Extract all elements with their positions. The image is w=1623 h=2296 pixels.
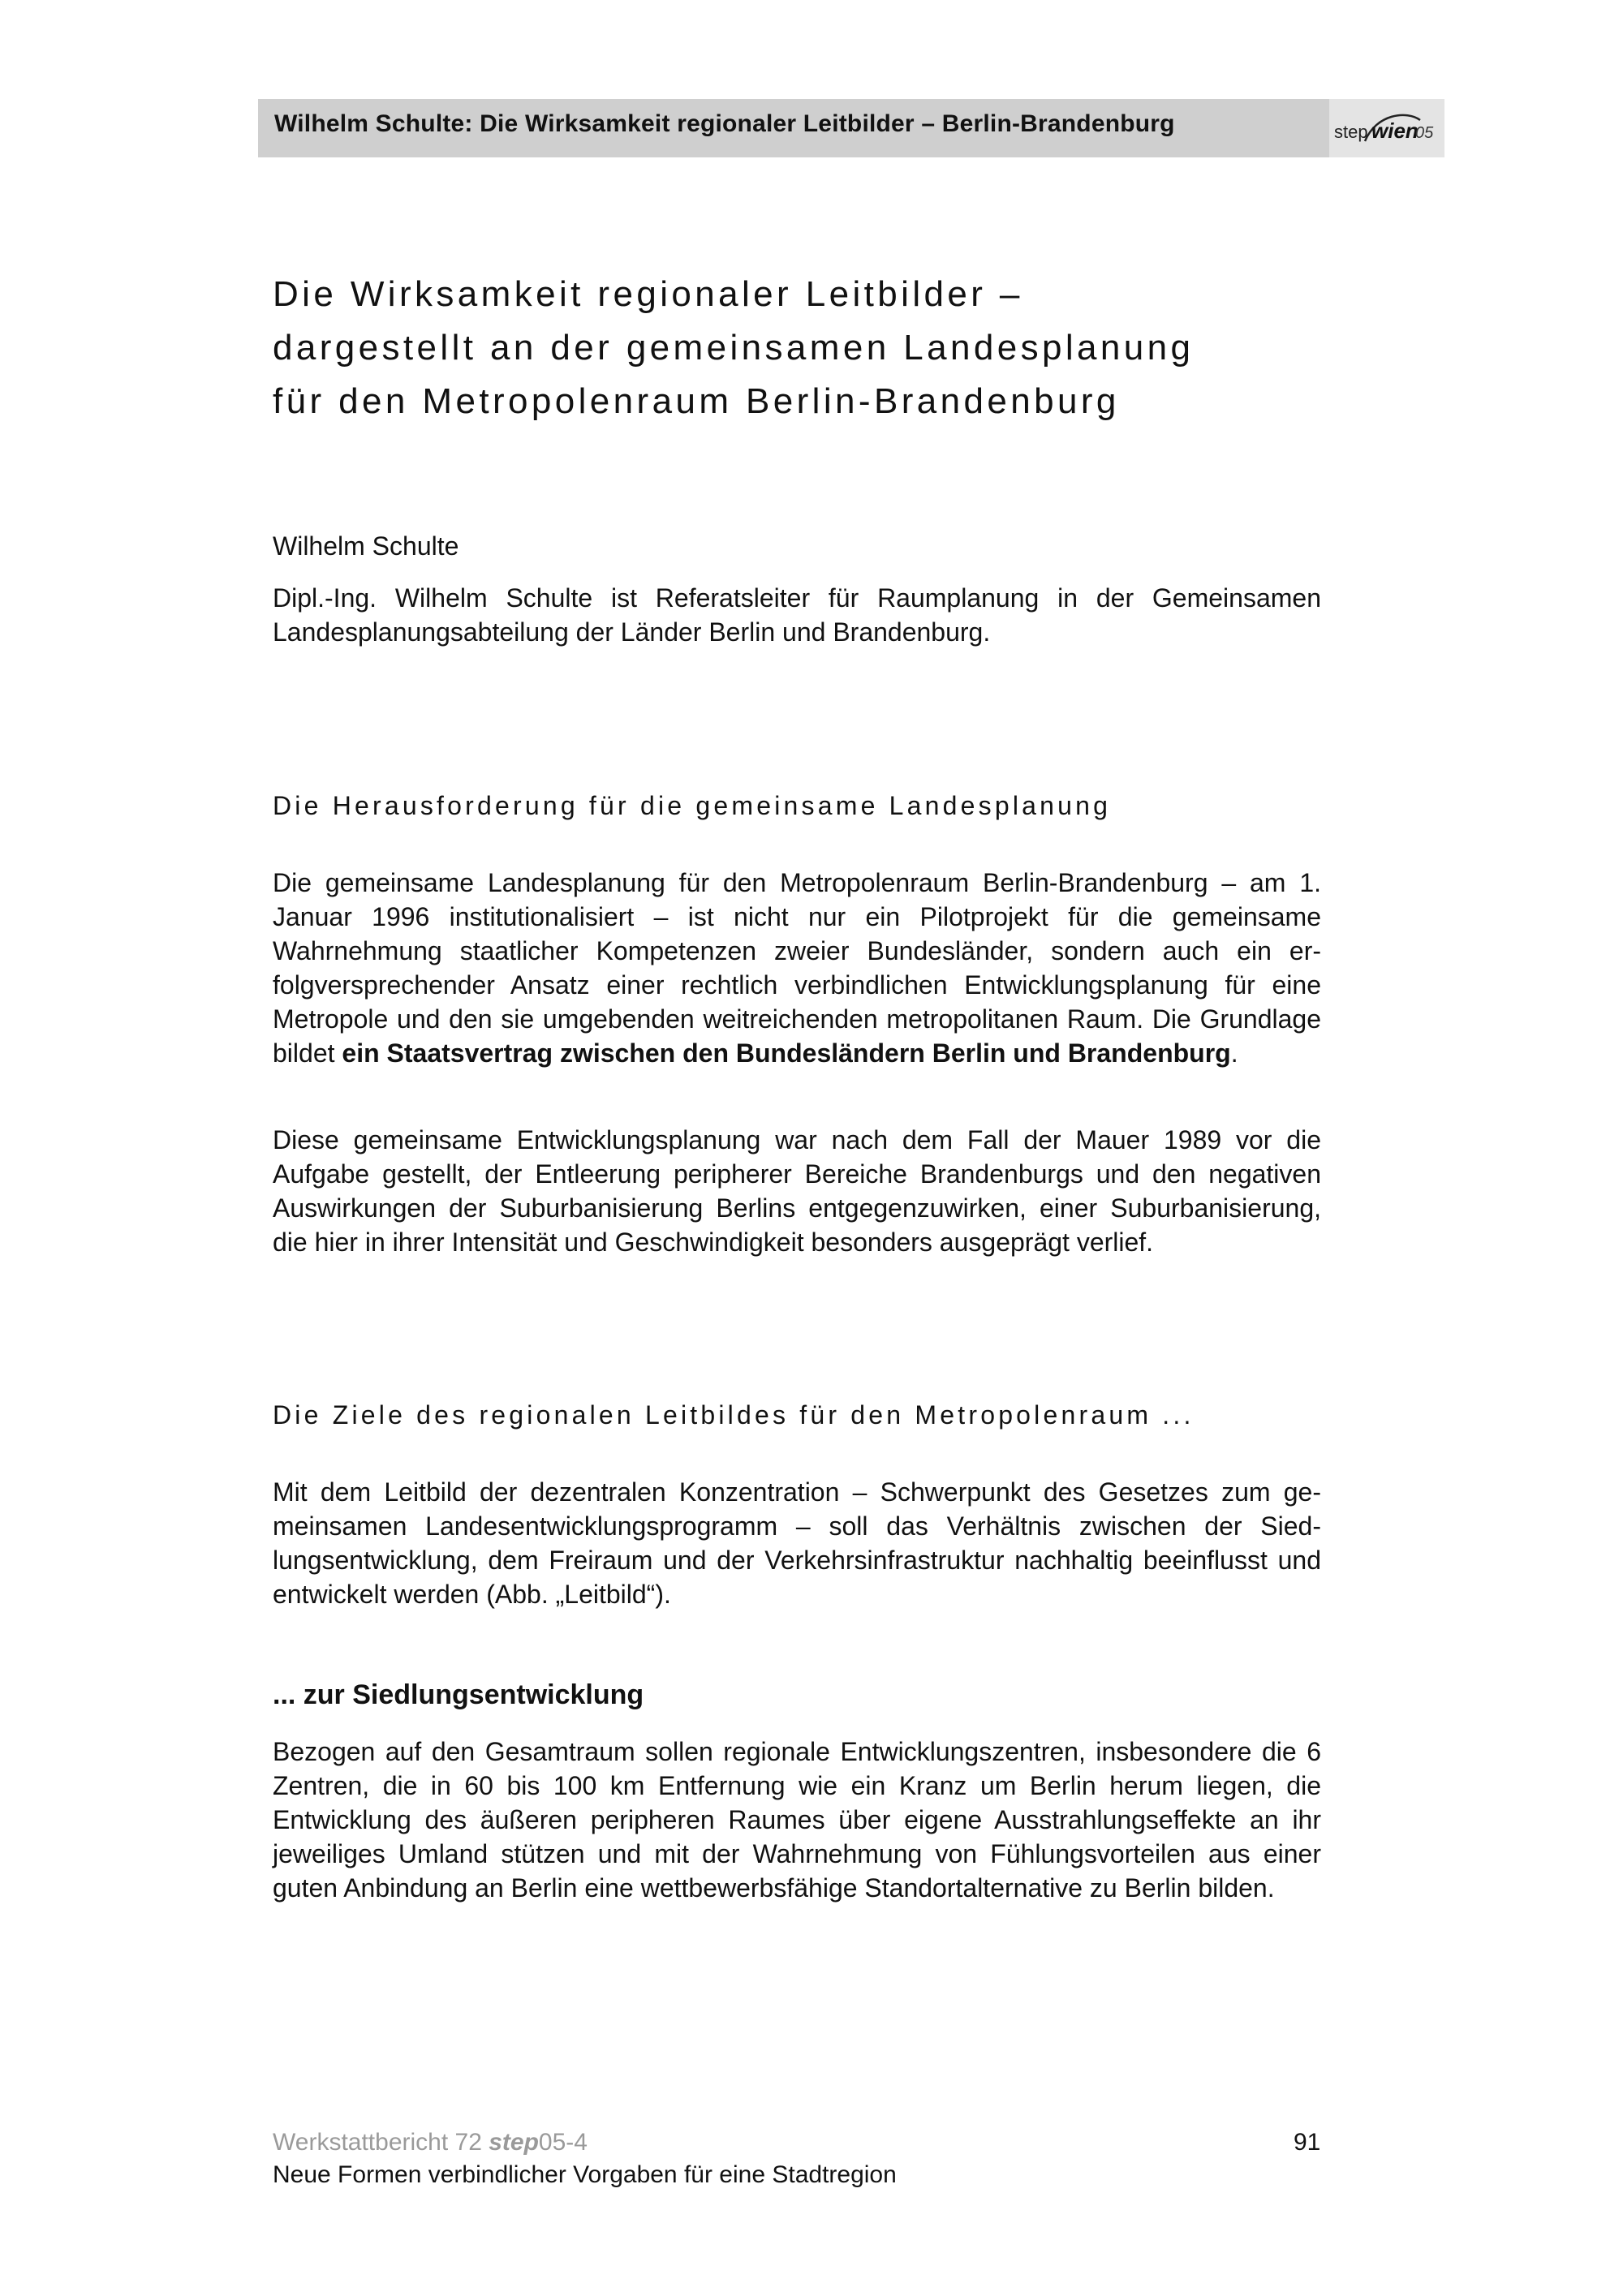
running-header: [258, 99, 1444, 157]
step-wien-logo: [1329, 99, 1444, 157]
paragraph-intro-bold: ein Staatsvertrag zwischen den Bundesländern Berlin und Brandenburg: [342, 1038, 1231, 1068]
footer-report-step: step: [489, 2129, 539, 2156]
article-title: [273, 268, 1409, 428]
paragraph-intro: [273, 866, 1321, 1070]
paragraph-intro-text: Die gemeinsame Landesplanung für den Metropolenraum Berlin-Brandenburg – am 1. Januar 1996 institutionalisiert – ist nicht nur ein Pilotprojekt für die gemeinsame Wahrnehmung staatlicher Kompetenzen zweier Bundesländer, sondern auch ein erfolgversprechender Ansatz einer rechtlich verbindlichen Entwicklungsplanung für eine Metropole und den sie umgebenden weitreichenden metropolitanen Raum. Die Grundlage bildet: [273, 868, 1321, 1068]
page-number: 91: [1294, 2129, 1321, 2156]
logo-year-text: 05: [1415, 124, 1434, 142]
logo-step-text: step: [1334, 122, 1368, 142]
footer-report-prefix: Werkstattbericht 72: [273, 2129, 489, 2156]
logo-wien-text: wien: [1371, 118, 1419, 143]
author-bio: Dipl.-Ing. Wilhelm Schulte ist Referatsleiter für Raumplanung in der Gemeinsamen Landesplanungsabteilung der Länder Berlin und Brandenburg.: [273, 583, 1321, 647]
article-title-line-2: dargestellt an der gemeinsamen Landesplanung: [273, 328, 1195, 368]
footer-subtitle: Neue Formen verbindlicher Vorgaben für eine Stadtregion: [273, 2161, 897, 2188]
paragraph-settlement: Bezogen auf den Gesamtraum sollen regionale Entwicklungszentren, insbesondere die 6 Zentren, die in 60 bis 100 km Entfernung wie ein Kranz um Berlin herum liegen, die Entwicklung des äußeren peripheren Raumes über eigene Ausstrahlungseffekte an ihr jeweiliges Umland stützen und mit der Wahrnehmung von Fühlungsvorteilen aus einer guten Anbindung an Berlin eine wettbewerbsfähige Standortalternative zu Berlin bilden.: [273, 1737, 1321, 1903]
subheading-settlement: ... zur Siedlungsentwicklung: [273, 1679, 644, 1710]
step-wien-logo-graphic: [1329, 99, 1444, 157]
section-heading-goals: Die Ziele des regionalen Leitbildes für den Metropolenraum ...: [273, 1400, 1195, 1430]
paragraph-intro-end: .: [1230, 1038, 1238, 1068]
author-name: Wilhelm Schulte: [273, 531, 459, 561]
article-title-line-1: Die Wirksamkeit regionaler Leitbilder –: [273, 274, 1023, 314]
footer-report-title: [273, 2129, 588, 2156]
paragraph-leitbild: Mit dem Leitbild der dezentralen Konzentration – Schwerpunkt des Gesetzes zum gemeinsamen Landesentwicklungsprogramm – soll das Verhältnis zwischen der Siedlungsentwicklung, dem Freiraum und der Verkehrsinfrastruktur nachhaltig beeinflusst und entwickelt werden (Abb. „Leitbild“).: [273, 1477, 1321, 1609]
paragraph-development: Diese gemeinsame Entwicklungsplanung war nach dem Fall der Mauer 1989 vor die Aufgabe gestellt, der Entleerung peripherer Bereiche Brandenburgs und den negativen Auswirkungen der Suburbanisierung Berlins entgegenzuwirken, einer Suburbanisierung, die hier in ihrer Intensität und Geschwindigkeit besonders ausgeprägt verlief.: [273, 1125, 1321, 1257]
running-header-title: Wilhelm Schulte: Die Wirksamkeit regionaler Leitbilder – Berlin-Brandenburg: [274, 110, 1175, 137]
article-title-line-3: für den Metropolenraum Berlin-Brandenburg: [273, 381, 1120, 421]
section-heading-challenge: Die Herausforderung für die gemeinsame Landesplanung: [273, 791, 1112, 820]
footer-report-suffix: 05-4: [538, 2129, 588, 2156]
